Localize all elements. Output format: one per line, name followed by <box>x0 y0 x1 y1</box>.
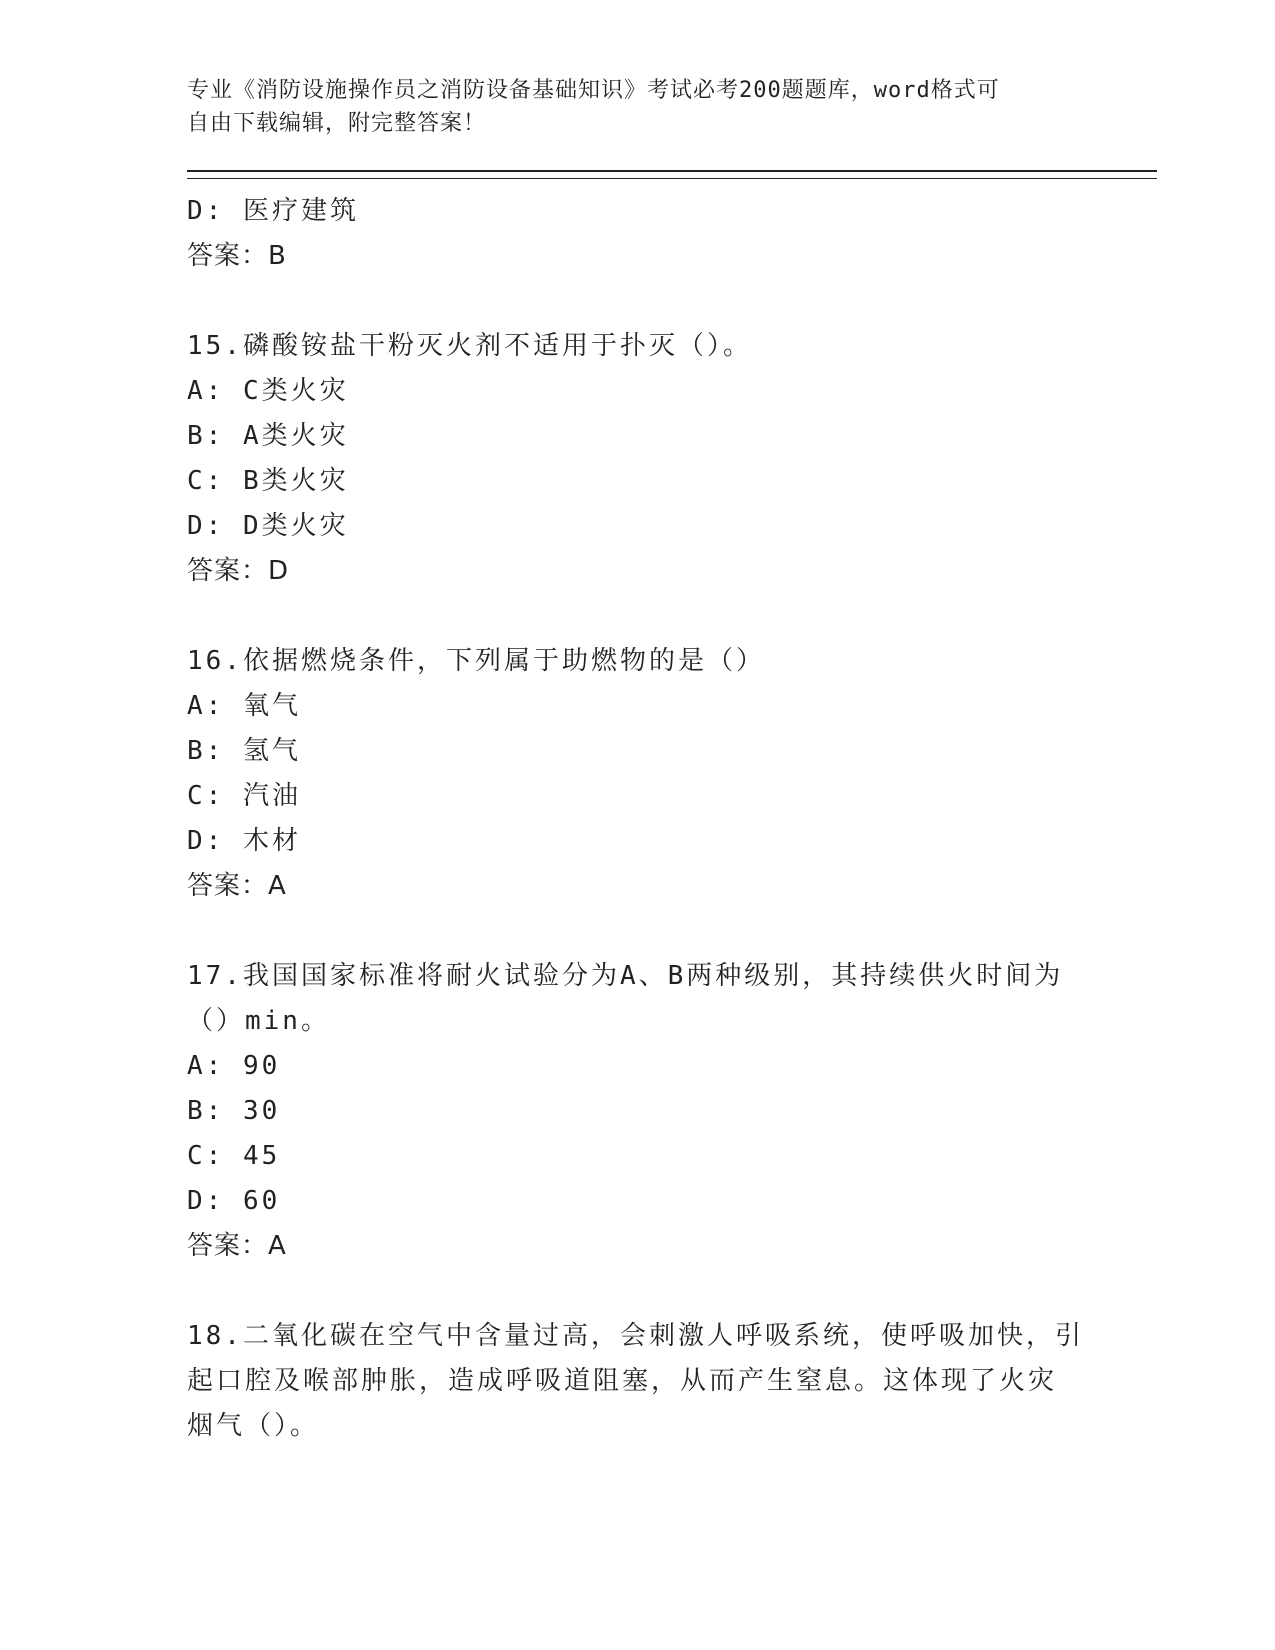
option-d: D: 木材 <box>187 826 301 856</box>
question-18 <box>187 1314 1147 1449</box>
document-header <box>187 74 1147 140</box>
option-d: D: D类火灾 <box>187 511 349 541</box>
question-14-tail <box>187 189 1147 279</box>
question-stem-line-1: 17.我国国家标准将耐火试验分为A、B两种级别，其持续供火时间为 <box>187 961 1064 991</box>
question-stem-line-2: 起口腔及喉部肿胀，造成呼吸道阻塞，从而产生窒息。这体现了火灾 <box>187 1366 1058 1396</box>
question-15 <box>187 324 1147 594</box>
answer-line: 答案：D <box>187 556 290 586</box>
question-17 <box>187 954 1147 1269</box>
option-b: B: 30 <box>187 1096 281 1126</box>
document-page <box>187 74 1147 1449</box>
option-a: A: 氧气 <box>187 691 301 721</box>
question-stem: 16.依据燃烧条件，下列属于助燃物的是（） <box>187 646 765 676</box>
question-stem: 15.磷酸铵盐干粉灭火剂不适用于扑灭（）。 <box>187 331 752 361</box>
header-title-line-1: 专业《消防设施操作员之消防设备基础知识》考试必考200题题库，word格式可 <box>187 78 1000 103</box>
option-b: B: A类火灾 <box>187 421 349 451</box>
option-d: D: 60 <box>187 1186 281 1216</box>
header-title-line-2: 自由下载编辑，附完整答案！ <box>187 111 487 136</box>
answer-line: 答案：A <box>187 1231 287 1261</box>
question-stem-line-2: （）min。 <box>187 1006 330 1036</box>
option-c: C: 45 <box>187 1141 281 1171</box>
document-content <box>187 189 1147 1449</box>
option-a: A: 90 <box>187 1051 281 1081</box>
question-stem-line-3: 烟气（）。 <box>187 1411 320 1441</box>
header-divider <box>187 170 1157 179</box>
option-c: C: 汽油 <box>187 781 301 811</box>
option-c: C: B类火灾 <box>187 466 349 496</box>
question-16 <box>187 639 1147 909</box>
option-a: A: C类火灾 <box>187 376 349 406</box>
option-d: D: 医疗建筑 <box>187 196 359 226</box>
option-b: B: 氢气 <box>187 736 301 766</box>
answer-line: 答案：B <box>187 241 287 271</box>
question-stem-line-1: 18.二氧化碳在空气中含量过高，会刺激人呼吸系统，使呼吸加快，引 <box>187 1321 1084 1351</box>
answer-line: 答案：A <box>187 871 287 901</box>
